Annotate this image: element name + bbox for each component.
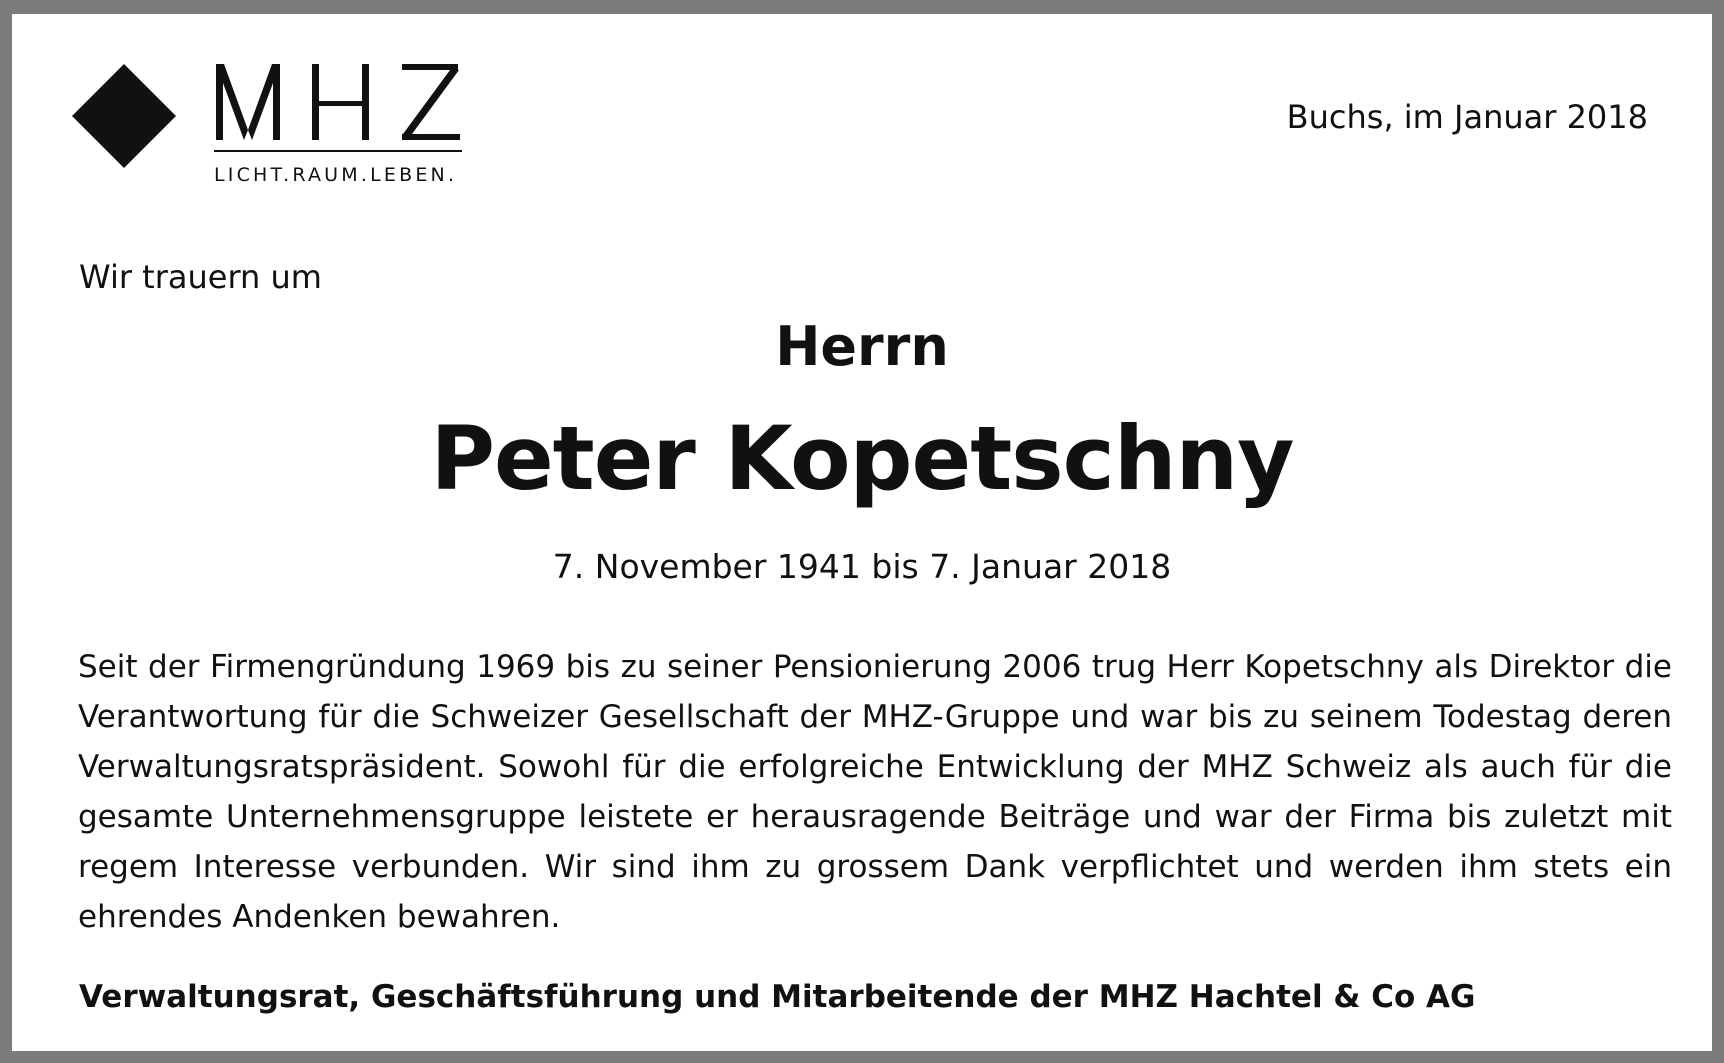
intro-text: Wir trauern um	[79, 258, 322, 296]
logo-wordmark	[214, 64, 462, 152]
salutation: Herrn	[775, 315, 949, 378]
tribute-paragraph: Seit der Firmengründung 1969 bis zu seiner Pensionierung 2006 trug Herr Kopetschny als Direktor die Verantwortung für die Schweizer Gesellschaft der MHZ-Gruppe und war bis zu seinem Todestag deren Verwaltungsratspräsident. Sowohl für die erfolgreiche Entwicklung der MHZ Schweiz als auch für die gesamte Unternehmensgruppe leistete er herausragende Beiträge und war der Firma bis zuletzt mit regem Interesse verbunden. Wir sind ihm zu grossem Dank verpflichtet und werden ihm stets ein ehrendes Andenken bewahren.	[78, 649, 1672, 935]
signature-line: Verwaltungsrat, Geschäftsführung und Mitarbeitende der MHZ Hachtel & Co AG	[79, 979, 1476, 1015]
life-dates: 7. November 1941 bis 7. Januar 2018	[552, 547, 1172, 586]
company-logo	[72, 64, 542, 214]
deceased-name: Peter Kopetschny	[430, 407, 1294, 510]
logo-tagline: LICHT.RAUM.LEBEN.	[214, 164, 458, 186]
diamond-icon	[72, 64, 176, 168]
place-date: Buchs, im Januar 2018	[1286, 98, 1648, 136]
